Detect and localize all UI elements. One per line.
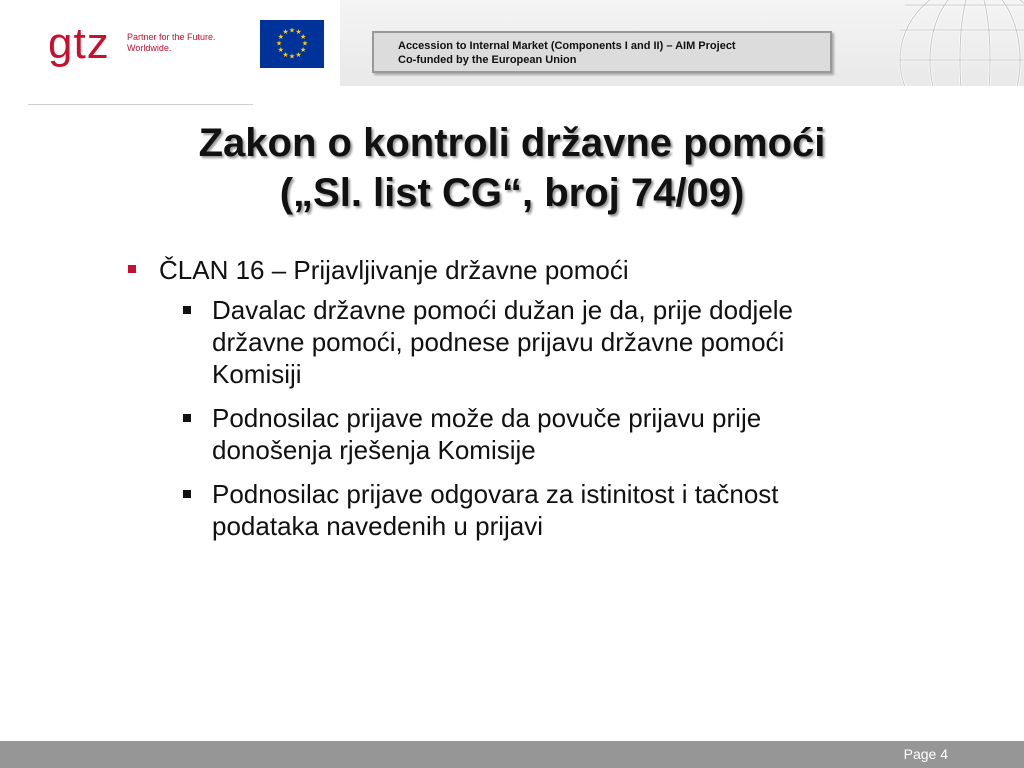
header-divider bbox=[28, 104, 253, 105]
eu-flag-icon bbox=[260, 20, 324, 68]
slide-footer bbox=[0, 741, 1024, 768]
svg-text:★: ★ bbox=[295, 50, 302, 59]
sub-bullet-text: Davalac državne pomoći dužan je da, prije dodjele državne pomoći, podnese prijavu državne pomoći Komisiji bbox=[212, 295, 794, 389]
square-bullet-icon bbox=[183, 414, 191, 422]
sub-bullet-item bbox=[183, 478, 832, 542]
gtz-logo: gtz bbox=[48, 19, 110, 68]
svg-text:★: ★ bbox=[277, 46, 284, 54]
slide-title bbox=[60, 118, 964, 218]
svg-text:★: ★ bbox=[282, 50, 289, 59]
project-title: Accession to Internal Market (Components I and II) – AIM Project bbox=[398, 40, 736, 52]
svg-text:★: ★ bbox=[277, 33, 284, 41]
bullet-item bbox=[128, 254, 868, 286]
svg-text:★: ★ bbox=[288, 52, 296, 61]
svg-text:★: ★ bbox=[300, 33, 307, 41]
square-bullet-icon bbox=[128, 265, 136, 273]
square-bullet-icon bbox=[183, 490, 191, 498]
slide-title-line1: Zakon o kontroli državne pomoći bbox=[198, 121, 826, 165]
svg-text:★: ★ bbox=[295, 28, 302, 37]
svg-text:★: ★ bbox=[301, 39, 309, 48]
sub-bullet-text: Podnosilac prijave može da povuče prijavu prije donošenja rješenja Komisije bbox=[212, 403, 762, 465]
globe-icon bbox=[895, 0, 1024, 86]
square-bullet-icon bbox=[183, 306, 191, 314]
header-logo-area bbox=[0, 0, 340, 86]
gtz-tagline-line2: Worldwide. bbox=[127, 43, 172, 53]
svg-text:★: ★ bbox=[288, 26, 296, 35]
slide-content bbox=[128, 254, 868, 554]
gtz-tagline-line1: Partner for the Future. bbox=[127, 32, 216, 42]
page-number: Page 4 bbox=[903, 746, 948, 762]
sub-bullet-item bbox=[183, 294, 832, 390]
sub-bullet-text: Podnosilac prijave odgovara za istinitost i tačnost podataka navedenih u prijavi bbox=[212, 479, 779, 541]
svg-text:★: ★ bbox=[282, 28, 289, 37]
project-funding: Co-funded by the European Union bbox=[398, 54, 577, 66]
gtz-tagline bbox=[127, 32, 237, 54]
project-info-box bbox=[372, 31, 832, 73]
svg-text:★: ★ bbox=[300, 46, 307, 54]
slide-header bbox=[0, 0, 1024, 86]
sub-bullet-item bbox=[183, 402, 832, 466]
bullet-text: ČLAN 16 – Prijavljivanje državne pomoći bbox=[159, 255, 629, 285]
svg-text:★: ★ bbox=[275, 39, 283, 48]
slide-title-line2: („Sl. list CG“, broj 74/09) bbox=[279, 171, 745, 215]
